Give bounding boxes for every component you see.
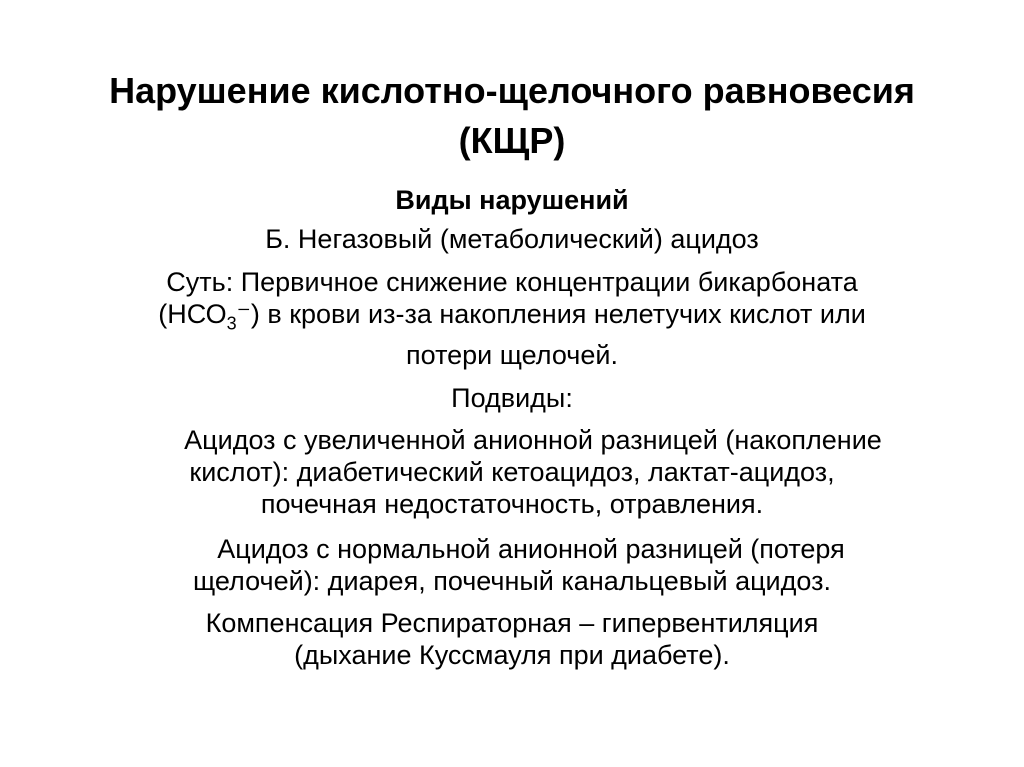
essence-paragraph bbox=[44, 266, 980, 371]
subtype-1-paragraph bbox=[44, 424, 980, 520]
subtype-2-paragraph bbox=[44, 533, 980, 597]
slide-title-line-2: (КЩР) bbox=[458, 120, 566, 161]
slide-body bbox=[44, 180, 980, 671]
slide-title bbox=[40, 66, 984, 166]
essence-formula-prefix: (НСО bbox=[158, 299, 227, 329]
essence-formula-subscript: 3 bbox=[226, 313, 237, 334]
essence-line-1: Суть: Первичное снижение концентрации бикарбоната bbox=[166, 267, 858, 297]
disorder-type-label: Б. Негазовый (метаболический) ацидоз bbox=[265, 224, 759, 254]
subtype-1-line-2: кислот): диабетический кетоацидоз, лактат-ацидоз, bbox=[189, 457, 835, 488]
compensation-paragraph bbox=[44, 607, 980, 671]
subtype-1-line-3: почечная недостаточность, отравления. bbox=[260, 489, 764, 520]
essence-line-2-rest: ⁻) в крови из-за накопления нелетучих кислот или bbox=[236, 299, 866, 329]
slide-title-line-1: Нарушение кислотно-щелочного равновесия bbox=[109, 70, 915, 111]
compensation-line-2: (дыхание Куссмауля при диабете). bbox=[294, 640, 730, 671]
subtype-1-line-1: Ацидоз с увеличенной анионной разницей (накопление bbox=[184, 425, 882, 456]
essence-line-3: потери щелочей. bbox=[406, 340, 618, 371]
section-heading: Виды нарушений bbox=[395, 185, 629, 215]
subtype-2-line-2: щелочей): диарея, почечный канальцевый ацидоз. bbox=[193, 566, 831, 597]
compensation-line-1: Компенсация Респираторная – гипервентиляция bbox=[205, 608, 819, 639]
subtypes-label: Подвиды: bbox=[451, 383, 573, 414]
essence-line-2 bbox=[44, 298, 980, 339]
subtype-2-line-1: Ацидоз с нормальной анионной разницей (потеря bbox=[217, 534, 845, 565]
